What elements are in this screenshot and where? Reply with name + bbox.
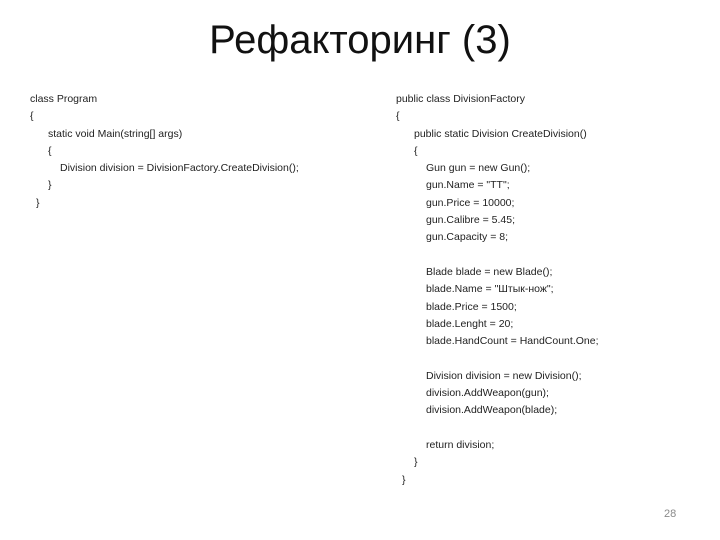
code-line: blade.Price = 1500;: [426, 300, 517, 313]
code-line: gun.Calibre = 5.45;: [426, 214, 516, 227]
code-line: {: [414, 144, 418, 157]
code-line: }: [36, 196, 40, 209]
code-line: [396, 247, 599, 264]
code-line: }: [414, 456, 418, 469]
code-line: }: [48, 179, 52, 192]
code-line: public class DivisionFactory: [396, 93, 525, 105]
code-line: Division division = DivisionFactory.CreateDivision();: [60, 162, 299, 175]
code-line: Division division = new Division();: [426, 369, 582, 382]
code-line: Gun gun = new Gun();: [426, 162, 531, 175]
code-line: gun.Capacity = 8;: [426, 231, 509, 244]
code-line: [396, 350, 599, 367]
program-code-block: [30, 91, 299, 212]
code-line: static void Main(string[] args): [48, 127, 183, 140]
code-line: }: [402, 473, 406, 486]
code-line: {: [396, 110, 400, 123]
code-line: division.AddWeapon(blade);: [426, 404, 558, 417]
code-line: division.AddWeapon(gun);: [426, 387, 549, 400]
code-line: {: [30, 110, 34, 123]
code-line: gun.Name = "TT";: [426, 179, 510, 192]
code-line: blade.Name = "Штык-нож";: [426, 283, 554, 296]
code-line: gun.Price = 10000;: [426, 196, 515, 209]
code-line: class Program: [30, 93, 98, 105]
code-line: blade.Lenght = 20;: [426, 317, 514, 330]
code-line: {: [48, 144, 52, 157]
slide-title: Рефакторинг (3): [209, 18, 511, 62]
code-line: [396, 420, 599, 437]
code-line: blade.HandCount = HandCount.One;: [426, 335, 599, 348]
page-number: 28: [664, 508, 677, 520]
code-line: public static Division CreateDivision(): [414, 127, 587, 140]
division-factory-code-block: [396, 91, 599, 489]
code-line: return division;: [426, 438, 495, 451]
code-line: Blade blade = new Blade();: [426, 265, 553, 278]
